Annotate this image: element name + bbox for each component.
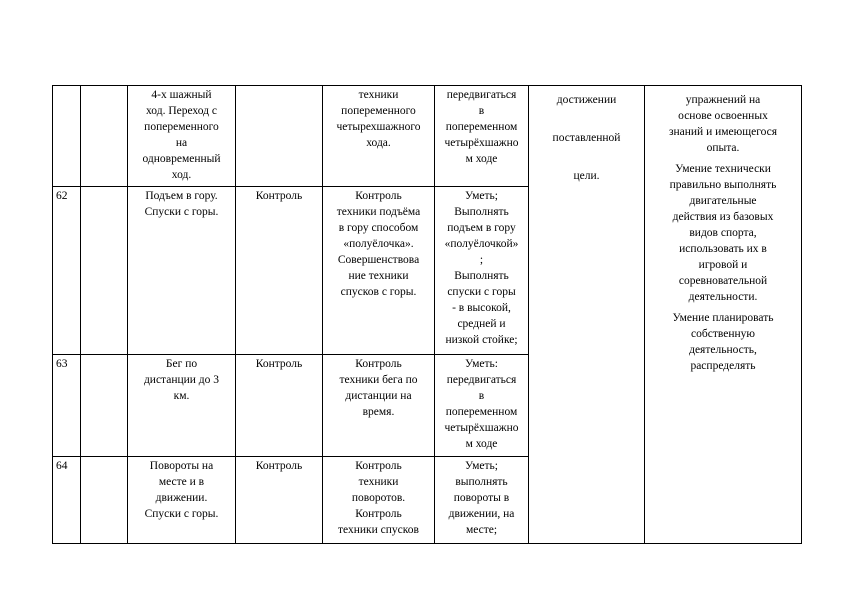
lesson-plan-table — [52, 85, 802, 544]
lesson-topic: Подъем в гору. Спуски с горы. — [128, 187, 236, 355]
blank-cell — [81, 187, 128, 355]
lesson-type: Контроль — [236, 355, 323, 457]
blank-cell — [81, 86, 128, 187]
lesson-skills: передвигаться в попеременном четырёхшажно м ходе — [435, 86, 529, 187]
lesson-number: 63 — [53, 355, 81, 457]
lesson-topic: Повороты на месте и в движении. Спуски с горы. — [128, 457, 236, 544]
blank-cell — [81, 355, 128, 457]
lesson-content: Контроль техники бега по дистанции на время. — [323, 355, 435, 457]
lesson-content: Контроль техники подъёма в гору способом «полуёлочка». Совершенствова ние техники спусков с горы. — [323, 187, 435, 355]
lesson-content: Контроль техники поворотов. Контроль техники спусков — [323, 457, 435, 544]
lesson-skills: Уметь; Выполнять подъем в гору «полуёлочкой» ; Выполнять спуски с горы - в высокой, средней и низкой стойке; — [435, 187, 529, 355]
competencies-column: упражнений на основе освоенных знаний и имеющегося опыта. Умение технически правильно выполнять двигательные действия из базовых видов спорта, использовать их в игровой и соревновательной деятельности. Умение планировать собственную деятельность, распределять — [645, 86, 802, 544]
lesson-topic: 4-х шажный ход. Переход с попеременного на одновременный ход. — [128, 86, 236, 187]
lesson-number — [53, 86, 81, 187]
lesson-type: Контроль — [236, 457, 323, 544]
lesson-number: 64 — [53, 457, 81, 544]
lesson-skills: Уметь; выполнять повороты в движении, на месте; — [435, 457, 529, 544]
lesson-topic: Бег по дистанции до 3 км. — [128, 355, 236, 457]
lesson-content: техники попеременного четырехшажного хода. — [323, 86, 435, 187]
table-row — [53, 86, 802, 187]
lesson-type: Контроль — [236, 187, 323, 355]
lesson-type — [236, 86, 323, 187]
results-column: достижении поставленной цели. — [529, 86, 645, 544]
blank-cell — [81, 457, 128, 544]
lesson-number: 62 — [53, 187, 81, 355]
lesson-skills: Уметь: передвигаться в попеременном четырёхшажно м ходе — [435, 355, 529, 457]
